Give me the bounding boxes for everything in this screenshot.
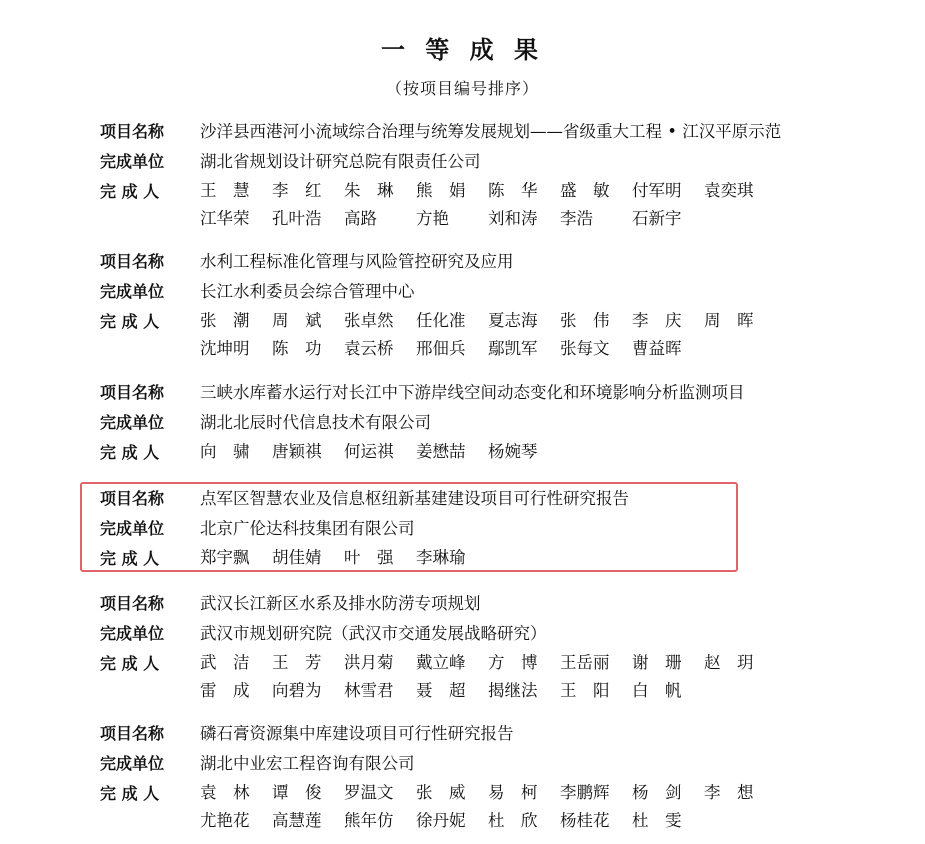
completion-unit-label: 完成单位 xyxy=(100,152,165,171)
completers-row xyxy=(100,177,860,233)
completers-row xyxy=(100,779,860,835)
completers-list xyxy=(200,544,488,572)
person-name: 袁奕琪 xyxy=(704,181,754,200)
person-name: 周 晖 xyxy=(704,311,754,330)
completion-unit-value: 湖北北辰时代信息技术有限公司 xyxy=(200,413,431,432)
completers-label: 完 成 人 xyxy=(100,784,160,803)
person-name: 白 帆 xyxy=(632,681,682,700)
person-name: 谭 俊 xyxy=(272,783,322,802)
completers-line xyxy=(200,438,560,466)
completers-row xyxy=(100,649,860,705)
project-name-label: 项目名称 xyxy=(100,252,165,271)
person-name: 邢佃兵 xyxy=(416,339,466,358)
completion-unit-row xyxy=(100,514,860,544)
completers-list xyxy=(200,649,776,705)
person-name: 刘和涛 xyxy=(488,209,538,228)
completion-unit-row xyxy=(100,408,860,438)
person-name: 聂 超 xyxy=(416,681,466,700)
completion-unit-value: 北京广伦达科技集团有限公司 xyxy=(200,519,415,538)
person-name: 王 芳 xyxy=(272,653,322,672)
person-name: 夏志海 xyxy=(488,311,538,330)
person-name: 洪月菊 xyxy=(344,653,394,672)
completers-label: 完 成 人 xyxy=(100,549,160,568)
project-name-value: 点军区智慧农业及信息枢纽新基建建设项目可行性研究报告 xyxy=(200,489,629,508)
completion-unit-label: 完成单位 xyxy=(100,754,165,773)
person-name: 叶 强 xyxy=(344,548,394,567)
project-entry xyxy=(100,589,860,705)
person-name: 方 博 xyxy=(488,653,538,672)
completers-line xyxy=(200,677,776,705)
person-name: 王 慧 xyxy=(200,181,250,200)
person-name: 武 洁 xyxy=(200,653,250,672)
completers-list xyxy=(200,177,776,233)
project-name-row xyxy=(100,484,860,514)
completion-unit-row xyxy=(100,619,860,649)
completion-unit-value: 武汉市规划研究院（武汉市交通发展战略研究） xyxy=(200,624,547,643)
completers-label: 完 成 人 xyxy=(100,654,160,673)
person-name: 易 柯 xyxy=(488,783,538,802)
person-name: 赵 玥 xyxy=(704,653,754,672)
completion-unit-label: 完成单位 xyxy=(100,282,165,301)
project-name-value: 水利工程标准化管理与风险管控研究及应用 xyxy=(200,252,514,271)
person-name: 曹益晖 xyxy=(632,339,682,358)
person-name: 李琳瑜 xyxy=(416,548,466,567)
completion-unit-value: 湖北中业宏工程咨询有限公司 xyxy=(200,754,415,773)
person-name: 林雪君 xyxy=(344,681,394,700)
project-entry xyxy=(100,484,860,574)
project-name-label: 项目名称 xyxy=(100,489,165,508)
completers-list xyxy=(200,307,776,363)
person-name: 唐颖祺 xyxy=(272,442,322,461)
page-subtitle: （按项目编号排序） xyxy=(385,79,539,98)
completion-unit-row xyxy=(100,147,860,177)
person-name: 王 阳 xyxy=(560,681,610,700)
project-name-row xyxy=(100,247,860,277)
project-name-value: 沙洋县西港河小流域综合治理与统筹发展规划——省级重大工程 • 江汉平原示范 xyxy=(200,122,782,141)
completers-line xyxy=(200,779,776,807)
person-name: 李 红 xyxy=(272,181,322,200)
completion-unit-label: 完成单位 xyxy=(100,413,165,432)
person-name: 杜 欣 xyxy=(488,811,538,830)
project-name-label: 项目名称 xyxy=(100,724,165,743)
person-name: 戴立峰 xyxy=(416,653,466,672)
person-name: 杨婉琴 xyxy=(488,442,538,461)
completion-unit-value: 长江水利委员会综合管理中心 xyxy=(200,282,415,301)
person-name: 高路 xyxy=(344,209,377,228)
project-name-value: 磷石膏资源集中库建设项目可行性研究报告 xyxy=(200,724,514,743)
person-name: 李 庆 xyxy=(632,311,682,330)
person-name: 向 骕 xyxy=(200,442,250,461)
person-name: 高慧莲 xyxy=(272,811,322,830)
person-name: 罗温文 xyxy=(344,783,394,802)
person-name: 雷 成 xyxy=(200,681,250,700)
project-entry xyxy=(100,247,860,363)
completion-unit-label: 完成单位 xyxy=(100,519,165,538)
completion-unit-row xyxy=(100,749,860,779)
person-name: 张每文 xyxy=(560,339,610,358)
person-name: 盛 敏 xyxy=(560,181,610,200)
completers-line xyxy=(200,807,776,835)
person-name: 陈 华 xyxy=(488,181,538,200)
person-name: 袁 林 xyxy=(200,783,250,802)
person-name: 张 潮 xyxy=(200,311,250,330)
person-name: 何运祺 xyxy=(344,442,394,461)
person-name: 熊年仿 xyxy=(344,811,394,830)
person-name: 徐丹妮 xyxy=(416,811,466,830)
completers-row xyxy=(100,544,860,574)
completers-line xyxy=(200,335,776,363)
person-name: 胡佳婧 xyxy=(272,548,322,567)
person-name: 鄢凯军 xyxy=(488,339,538,358)
person-name: 江华荣 xyxy=(200,209,250,228)
person-name: 杨桂花 xyxy=(560,811,610,830)
person-name: 付军明 xyxy=(632,181,682,200)
project-name-value: 三峡水库蓄水运行对长江中下游岸线空间动态变化和环境影响分析监测项目 xyxy=(200,383,745,402)
person-name: 向碧为 xyxy=(272,681,322,700)
project-name-label: 项目名称 xyxy=(100,594,165,613)
person-name: 张 伟 xyxy=(560,311,610,330)
person-name: 王岳丽 xyxy=(560,653,610,672)
completers-list xyxy=(200,779,776,835)
completion-unit-label: 完成单位 xyxy=(100,624,165,643)
person-name: 任化准 xyxy=(416,311,466,330)
completers-row xyxy=(100,307,860,363)
completers-row xyxy=(100,438,860,468)
person-name: 李 想 xyxy=(704,783,754,802)
person-name: 袁云桥 xyxy=(344,339,394,358)
completers-line xyxy=(200,177,776,205)
person-name: 杨 剑 xyxy=(632,783,682,802)
completers-line xyxy=(200,307,776,335)
completers-label: 完 成 人 xyxy=(100,182,160,201)
person-name: 熊 娟 xyxy=(416,181,466,200)
person-name: 姜懋喆 xyxy=(416,442,466,461)
person-name: 张卓然 xyxy=(344,311,394,330)
completion-unit-row xyxy=(100,277,860,307)
person-name: 沈坤明 xyxy=(200,339,250,358)
person-name: 朱 琳 xyxy=(344,181,394,200)
person-name: 李浩 xyxy=(560,209,593,228)
completers-label: 完 成 人 xyxy=(100,312,160,331)
completion-unit-value: 湖北省规划设计研究总院有限责任公司 xyxy=(200,152,481,171)
completers-line xyxy=(200,649,776,677)
person-name: 张 威 xyxy=(416,783,466,802)
person-name: 李鹏辉 xyxy=(560,783,610,802)
completers-label: 完 成 人 xyxy=(100,443,160,462)
project-name-row xyxy=(100,719,860,749)
person-name: 石新宇 xyxy=(632,209,682,228)
person-name: 周 斌 xyxy=(272,311,322,330)
project-name-row xyxy=(100,117,860,147)
project-name-value: 武汉长江新区水系及排水防涝专项规划 xyxy=(200,594,481,613)
project-name-row xyxy=(100,589,860,619)
person-name: 揭继法 xyxy=(488,681,538,700)
person-name: 谢 珊 xyxy=(632,653,682,672)
person-name: 尤艳花 xyxy=(200,811,250,830)
project-entry xyxy=(100,117,860,233)
project-name-row xyxy=(100,378,860,408)
project-entry xyxy=(100,719,860,835)
completers-line xyxy=(200,544,488,572)
completers-list xyxy=(200,438,560,466)
person-name: 方艳 xyxy=(416,209,449,228)
project-name-label: 项目名称 xyxy=(100,122,165,141)
completers-line xyxy=(200,205,776,233)
person-name: 杜 雯 xyxy=(632,811,682,830)
page-title: 一 等 成 果 xyxy=(380,36,545,64)
person-name: 郑宇飘 xyxy=(200,548,250,567)
person-name: 孔叶浩 xyxy=(272,209,322,228)
project-entry xyxy=(100,378,860,468)
person-name: 陈 功 xyxy=(272,339,322,358)
project-name-label: 项目名称 xyxy=(100,383,165,402)
